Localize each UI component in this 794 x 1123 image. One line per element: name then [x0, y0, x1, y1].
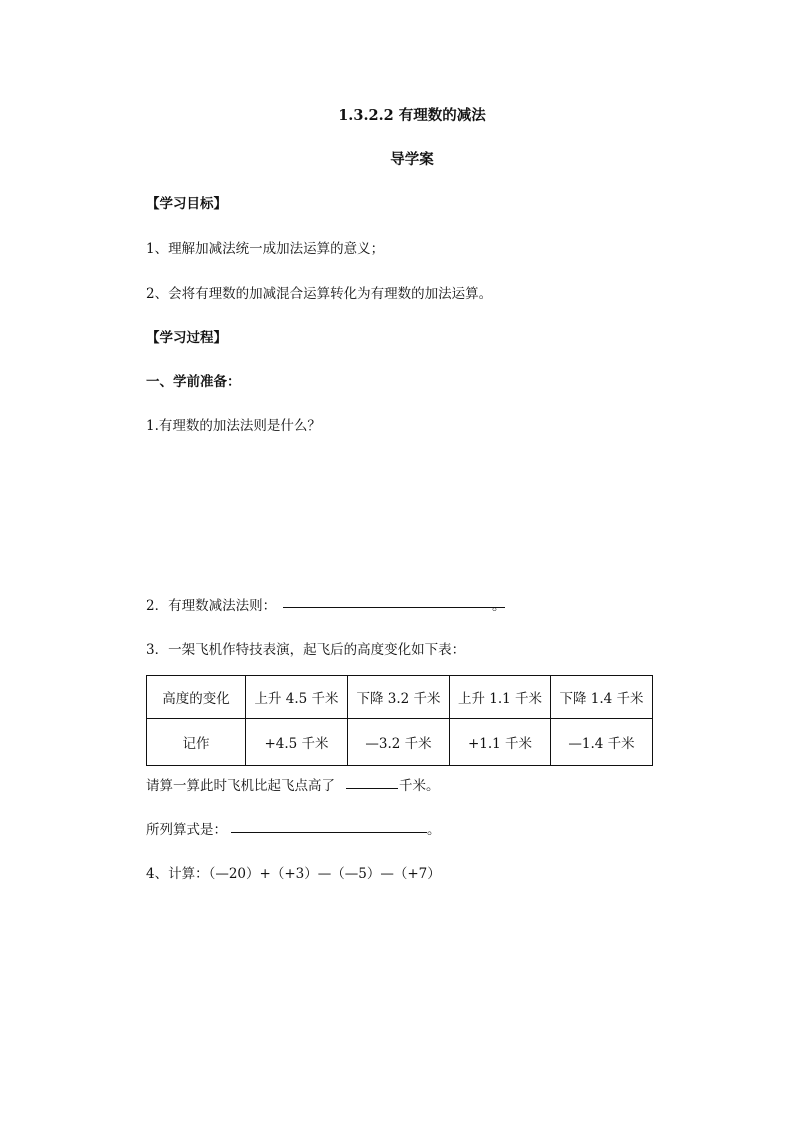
table-cell: 高度的变化	[147, 676, 246, 719]
document-title: 1.3.2.2 有理数的减法	[338, 107, 486, 124]
question-3-formula-label: 所列算式是：	[146, 822, 227, 838]
objective-item-2: 2、会将有理数的加减混合运算转化为有理数的加法运算。	[146, 286, 493, 302]
table-cell: —1.4 千米	[551, 719, 653, 766]
table-row	[147, 676, 653, 719]
document-subtitle: 导学案	[390, 151, 434, 168]
question-3-height-unit: 千米。	[399, 778, 440, 794]
table-cell: +1.1 千米	[450, 719, 551, 766]
question-1: 1.有理数的加法法则是什么？	[146, 418, 321, 434]
table-cell: —3.2 千米	[348, 719, 450, 766]
question-3: 3．一架飞机作特技表演，起飞后的高度变化如下表：	[146, 642, 466, 658]
process-heading: 【学习过程】	[146, 330, 227, 346]
table-row	[147, 719, 653, 766]
table-cell: +4.5 千米	[246, 719, 348, 766]
objective-item-1: 1、理解加减法统一成加法运算的意义；	[146, 241, 385, 257]
question-2-answer-blank[interactable]	[283, 607, 505, 608]
altitude-change-table	[146, 675, 653, 766]
question-3-formula-period: 。	[427, 822, 441, 838]
question-2-label: 2．有理数减法法则：	[146, 598, 277, 614]
section1-heading: 一、学前准备：	[146, 374, 241, 390]
table-cell: 上升 4.5 千米	[246, 676, 348, 719]
question-3-height-label: 请算一算此时飞机比起飞点高了	[146, 778, 335, 794]
question-4: 4、计算：（—20）+（+3）—（—5）—（+7）	[146, 866, 441, 882]
question-3-height-blank[interactable]	[346, 788, 398, 789]
table-cell: 上升 1.1 千米	[450, 676, 551, 719]
question-2-period: 。	[492, 598, 506, 614]
objectives-heading: 【学习目标】	[146, 196, 227, 212]
table-cell: 记作	[147, 719, 246, 766]
question-3-formula-blank[interactable]	[231, 832, 427, 833]
table-cell: 下降 3.2 千米	[348, 676, 450, 719]
table-cell: 下降 1.4 千米	[551, 676, 653, 719]
